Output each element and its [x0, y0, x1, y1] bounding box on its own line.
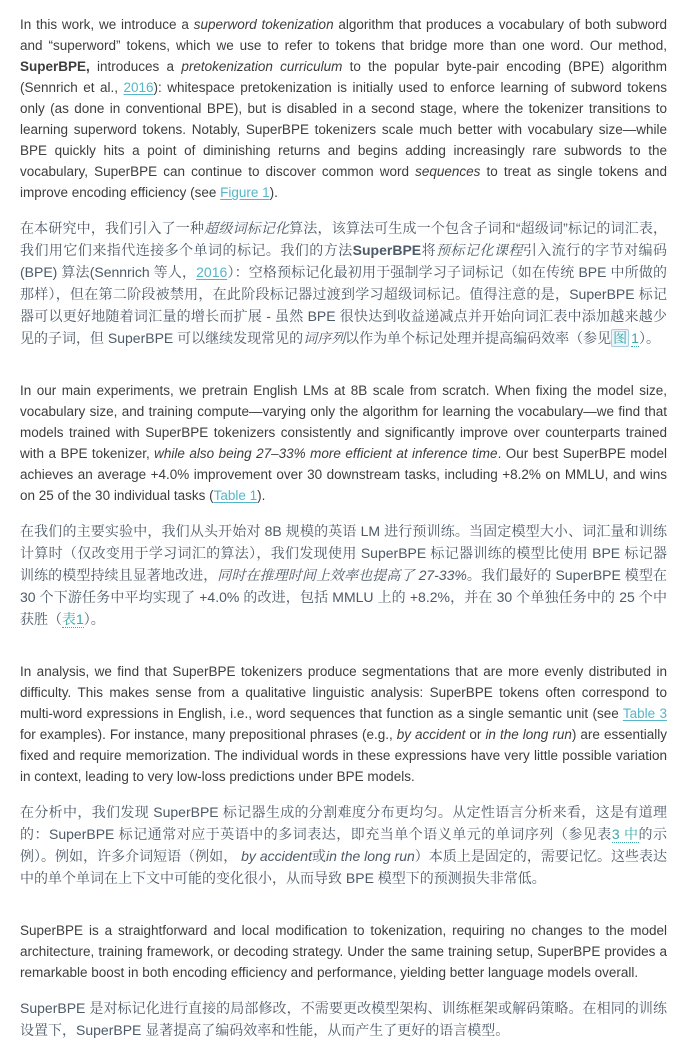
text-run: in the long run — [485, 727, 572, 742]
link-figure-1[interactable]: Figure 1 — [220, 185, 270, 200]
text-run: 同时在推理时间上效率也提高了 27-33% — [217, 567, 467, 583]
text-run: ) are essentially fixed and require memorization. The individual words in these expressions have very little possible variation in context, leading to very low-loss predictions under BPE models. — [20, 727, 667, 784]
text-run: ). — [269, 185, 278, 200]
text-run: 或 — [311, 848, 326, 864]
text-run: in the long run — [326, 848, 415, 864]
ref-table-3[interactable]: 3 中 — [611, 826, 639, 842]
text-run: 词序列 — [303, 330, 346, 346]
text-run: for examples). For instance, many prepositional phrases (e.g., — [20, 727, 397, 742]
text-run: 以作为单个标记处理并提高编码效率（参见 — [345, 330, 612, 346]
text-run: introduces a — [89, 59, 182, 74]
text-run: ）本质上是固定的，需要记忆。这些表达中的单个单词在上下文中可能的变化很小，从而导致 BPE 模型下的预测损失非常低。 — [20, 848, 668, 886]
text-run: 将 — [421, 242, 437, 258]
paragraph-chinese-translation — [20, 217, 667, 349]
text-run: algorithm that produces a vocabulary of both subword and “superword” tokens, which we use to refer to tokens that bridge more than one word. Our method, — [20, 17, 667, 53]
paragraph-chinese-translation — [20, 997, 667, 1041]
text-run: to treat as single tokens and improve encoding efficiency (see — [20, 164, 667, 200]
ref-figure-1[interactable]: 图 — [613, 330, 628, 346]
text-run: SuperBPE, — [20, 59, 90, 74]
text-run: 超级词标记化 — [204, 220, 290, 236]
paragraph-chinese-translation — [20, 801, 667, 889]
text-run: 的示例）。例如，许多介词短语（例如， — [20, 826, 668, 864]
text-run: 引入流行的字节对编码 (BPE) 算法(Sennrich 等人， — [20, 242, 668, 280]
paragraph-english — [20, 14, 667, 203]
text-run: sequences — [415, 164, 481, 179]
text-run: SuperBPE 是对标记化进行直接的局部修改，不需要更改模型架构、训练框架或解码策略。在相同的训练设置下，SuperBPE 显著提高了编码效率和性能，从而产生了更好的语言模型。 — [20, 1000, 667, 1038]
text-run: superword tokenization — [193, 17, 334, 32]
text-run: ）。 — [638, 330, 660, 346]
text-run: 预标记化课程 — [436, 242, 523, 258]
ref-figure-1[interactable]: 1 — [631, 330, 639, 346]
text-run: 。我们最好的 SuperBPE 模型在 30 个下游任务中平均实现了 +4.0% 的改进，包括 MMLU 上的 +8.2%，并在 30 个单独任务中的 25 个中获胜（ — [20, 567, 667, 627]
paragraph-english — [20, 920, 667, 983]
link-sennrich-2016-zh[interactable]: 2016 — [196, 264, 228, 280]
paragraph-chinese-translation — [20, 520, 667, 630]
text-run: In our main experiments, we pretrain English LMs at 8B scale from scratch. When fixing the model size, vocabulary size, and training compute—varying only the algorithm for learning the vocabulary—we find that models trained with SuperBPE tokenizers consistently and significantly improve over counterparts trained with a BPE tokenizer, — [20, 383, 667, 461]
paragraph-english — [20, 661, 667, 787]
text-run: SuperBPE is a straightforward and local modification to tokenization, requiring no changes to the model architecture, training framework, or decoding strategy. Under the same training setup, SuperBPE provides a remarkable boost in both encoding efficiency and performance, yielding better language models overall. — [20, 923, 667, 980]
text-run: ）。 — [83, 611, 105, 627]
text-run: by accident — [241, 848, 312, 864]
text-run: to the popular byte-pair encoding (BPE) algorithm (Sennrich et al., — [20, 59, 668, 95]
paragraph-english — [20, 380, 667, 506]
text-run: or — [465, 727, 486, 742]
text-run: pretokenization curriculum — [181, 59, 343, 74]
link-table-3[interactable]: Table 3 — [622, 706, 667, 721]
text-run: 在分析中，我们发现 SuperBPE 标记器生成的分割难度分布更均匀。从定性语言分析来看，这是有道理的：SuperBPE 标记通常对应于英语中的多词表达，即充当单个语义单元的单词序列（参见表 — [20, 804, 667, 842]
text-run: . Our best SuperBPE model achieves an average +4.0% improvement over 30 downstream tasks, including +8.2% on MMLU, and wins on 25 of the 30 individual tasks ( — [20, 446, 667, 503]
link-sennrich-2016[interactable]: 2016 — [123, 80, 154, 95]
text-run: 在我们的主要实验中，我们从头开始对 8B 规模的英语 LM 进行预训练。当固定模型大小、词汇量和训练计算时（仅改变用于学习词汇的算法），我们发现使用 SuperBPE 标记器训练的模型比使用 BPE 标记器训练的模型持续且显著地改进， — [20, 523, 667, 583]
text-run: by accident — [396, 727, 466, 742]
ref-table-1[interactable]: 表1 — [62, 611, 84, 627]
text-run: ）：空格预标记化最初用于强制学习子词标记（如在传统 BPE 中所做的那样），但在第二阶段被禁用，在此阶段标记器过渡到学习超级词标记。值得注意的是，SuperBPE 标记器可以更好地随着词汇量的增长而扩展 - 虽然 BPE 很快达到收益递减点并开始向词汇表中添加越来越少见的子词，但 SuperBPE 可以继续发现常见的 — [20, 264, 667, 346]
text-run: SuperBPE — [352, 242, 422, 258]
link-table-1[interactable]: Table 1 — [213, 488, 258, 503]
text-run: 算法，该算法可生成一个包含子词和“超级词”标记的词汇表，我们用它们来指代连接多个单词的标记。我们的方法 — [20, 220, 668, 258]
text-run: while also being 27–33% more efficient at inference time — [154, 446, 498, 461]
text-run: In analysis, we find that SuperBPE tokenizers produce segmentations that are more evenly distributed in difficulty. This makes sense from a qualitative linguistic analysis: SuperBPE tokens often correspond to multi-word expressions in English, i.e., word sequences that function as a single semantic unit (see — [20, 664, 667, 721]
text-run: 在本研究中，我们引入了一种 — [20, 220, 205, 236]
text-run: ): whitespace pretokenization is initially used to enforce learning of subword tokens only (as done in conventional BPE), but is disabled in a second stage, where the tokenizer transitions to learning superword tokens. Notably, SuperBPE tokenizers scale much better with vocabulary size—while BPE quickly hits a point of diminishing returns and begins adding increasingly rare subwords to the vocabulary, SuperBPE can continue to discover common word — [20, 80, 667, 179]
text-run: In this work, we introduce a — [20, 17, 194, 32]
text-run: ). — [257, 488, 266, 503]
